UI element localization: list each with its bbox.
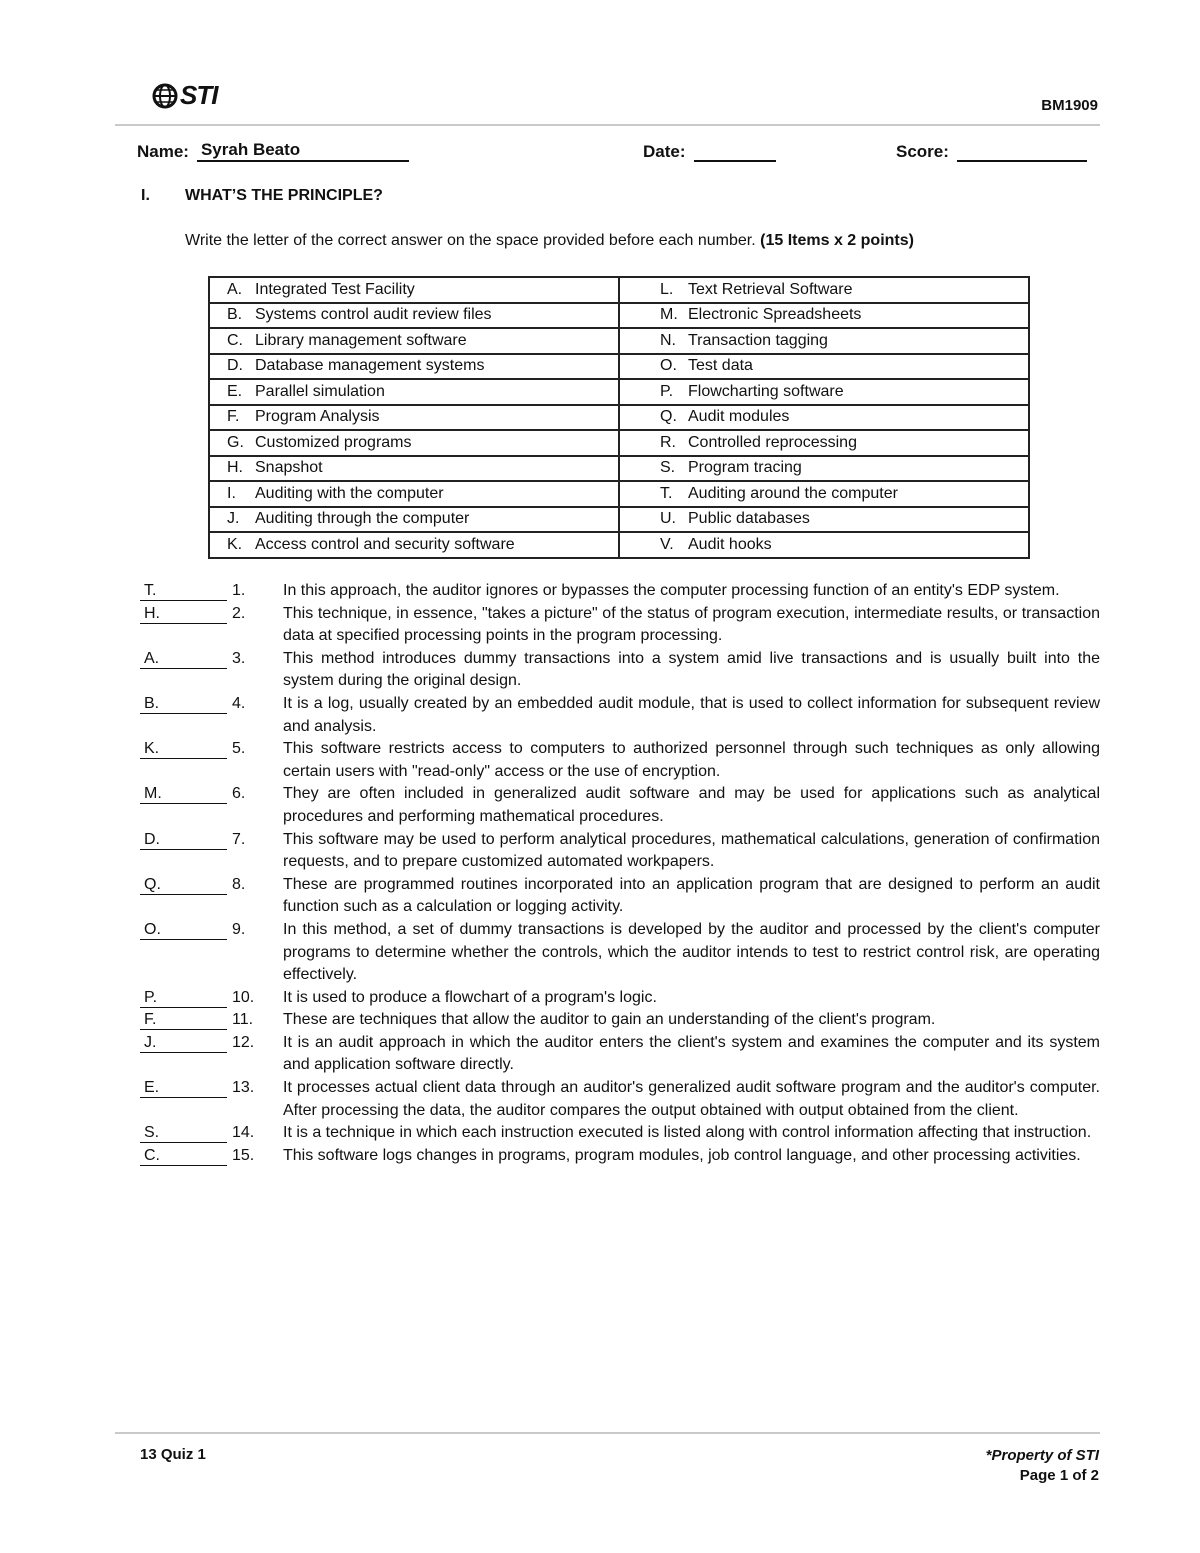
answer-blank[interactable]: S. [140,1122,227,1143]
choice-letter: L. [660,280,674,298]
question-number: 2. [232,604,246,622]
section-title: WHAT’S THE PRINCIPLE? [185,187,383,204]
choice-letter: I. [227,484,236,502]
choice-cell [619,379,1029,405]
choice-row [209,379,1029,405]
question-number: 6. [232,785,246,803]
globe-icon [152,83,178,109]
choice-cell [209,354,619,380]
choice-cell [619,328,1029,354]
choice-text: Parallel simulation [255,382,385,400]
choice-text: Program Analysis [255,408,380,426]
question-item [140,738,1100,783]
date-label: Date: [643,142,686,161]
instruction-text: Write the letter of the correct answer on the space provided before each number. [185,232,756,249]
choice-row [209,405,1029,431]
choice-cell [209,430,619,456]
answer-blank[interactable]: H. [140,603,227,624]
student-fields [0,140,1200,164]
choice-letter: E. [227,382,243,400]
choice-letter: H. [227,459,243,477]
question-item [140,603,1100,648]
choice-text: Access control and security software [255,535,515,553]
choice-text: Integrated Test Facility [255,280,415,298]
score-field [896,140,1087,162]
date-input[interactable] [694,140,776,162]
choice-row [209,303,1029,329]
choice-text: Text Retrieval Software [688,280,853,298]
answer-blank[interactable]: D. [140,829,227,850]
document-code: BM1909 [1041,97,1098,114]
choice-letter: G. [227,433,244,451]
choices-table [208,276,1030,559]
answer-blank[interactable]: B. [140,693,227,714]
choice-letter: F. [227,408,240,426]
question-number: 9. [232,920,246,938]
question-text: This technique, in essence, "takes a picture" of the status of program execution, intermediate results, or transaction data at specified processing points in the program processing. [283,604,1100,645]
question-number: 10. [232,988,255,1006]
choice-text: Test data [688,357,753,375]
choice-text: Auditing with the computer [255,484,444,502]
question-text: They are often included in generalized audit software and may be used for applications such as analytical procedures and performing mathematical procedures. [283,785,1100,825]
question-item [140,1077,1100,1122]
choice-cell [209,303,619,329]
choice-text: Public databases [688,510,810,528]
question-text: In this method, a set of dummy transactions is developed by the auditor and processed by the client's computer programs to determine whether the controls, which the auditor intends to test to restrict control risk, are operating effectively. [283,920,1100,984]
quiz-label: 13 Quiz 1 [140,1446,206,1463]
choice-text: Auditing through the computer [255,510,470,528]
question-text: These are programmed routines incorporated into an application program that are designed to perform an audit function such as a calculation or logging activity. [283,875,1100,916]
score-input[interactable] [957,140,1087,162]
choice-letter: O. [660,357,677,375]
page-number: Page 1 of 2 [1019,1467,1099,1484]
choice-text: Systems control audit review files [255,306,492,324]
question-text: This software restricts access to computers to authorized personnel through such techniques as only allowing certain users with "read-only" access or the use of encryption. [283,740,1100,780]
choice-letter: R. [660,433,676,451]
choice-letter: J. [227,510,240,528]
answer-blank[interactable]: M. [140,783,227,804]
answer-blank[interactable]: C. [140,1145,227,1166]
question-item [140,693,1100,738]
choice-text: Customized programs [255,433,412,451]
choice-letter: V. [660,535,674,553]
score-label: Score: [896,142,949,161]
question-item [140,648,1100,693]
question-text: It is an audit approach in which the auditor enters the client's system and examines the computer and its system and application software directly. [283,1033,1100,1074]
question-item [140,829,1100,874]
answer-blank[interactable]: E. [140,1077,227,1098]
section-number: I. [141,187,150,204]
choice-text: Auditing around the computer [688,484,898,502]
header-divider [115,124,1100,126]
question-text: It is a technique in which each instruction executed is listed along with control information affecting that instruction. [283,1124,1092,1142]
answer-blank[interactable]: A. [140,648,227,669]
question-item [140,783,1100,828]
section-heading [141,187,383,205]
choice-cell [619,354,1029,380]
choice-text: Snapshot [255,459,323,477]
choice-letter: T. [660,484,673,502]
answer-blank[interactable]: Q. [140,874,227,895]
question-text: In this approach, the auditor ignores or bypasses the computer processing function of an entity's EDP system. [283,582,1060,599]
question-number: 5. [232,740,246,758]
sti-logo [152,80,217,111]
choice-letter: N. [660,331,676,349]
choice-cell [619,303,1029,329]
choice-letter: K. [227,535,243,553]
choice-letter: D. [227,357,243,375]
question-text: This software logs changes in programs, program modules, job control language, and other processing activities. [283,1146,1081,1164]
choice-cell [619,456,1029,482]
question-number: 3. [232,649,246,667]
choice-text: Program tracing [688,459,802,477]
choice-cell [209,481,619,507]
question-item [140,1122,1100,1145]
choice-row [209,532,1029,558]
choice-cell [619,405,1029,431]
name-input[interactable]: Syrah Beato [197,140,409,162]
choice-text: Flowcharting software [688,382,844,400]
name-field [137,140,409,162]
answer-blank[interactable]: T. [140,580,227,601]
question-item [140,580,1100,603]
question-number: 13. [232,1079,255,1097]
footer-divider [115,1432,1100,1434]
answer-blank[interactable]: K. [140,738,227,759]
choice-row [209,430,1029,456]
choice-cell [209,532,619,558]
choice-letter: M. [660,306,678,324]
choice-text: Library management software [255,331,467,349]
choice-letter: Q. [660,408,677,426]
question-number: 4. [232,694,246,712]
question-item [140,1009,1100,1032]
choice-cell [209,328,619,354]
choice-cell [619,532,1029,558]
choice-cell [619,507,1029,533]
property-notice: *Property of STI [985,1447,1099,1464]
date-field [643,140,776,162]
question-number: 11. [232,1011,254,1029]
question-number: 7. [232,830,246,848]
logo-text: STI [180,80,218,110]
footer-info [986,1446,1099,1486]
name-label: Name: [137,142,189,161]
choice-text: Database management systems [255,357,485,375]
choice-letter: B. [227,306,243,324]
choice-cell [209,405,619,431]
answer-blank[interactable]: J. [140,1032,227,1053]
answer-blank[interactable]: O. [140,919,227,940]
question-item [140,1032,1100,1077]
choice-cell [209,277,619,303]
choice-cell [209,456,619,482]
answer-blank[interactable]: F. [140,1009,227,1030]
question-text: This method introduces dummy transactions into a system amid live transactions and is usually built into the system during the original design. [283,649,1100,690]
question-list [140,580,1100,1167]
choice-letter: A. [227,280,243,298]
question-item [140,874,1100,919]
points-text: (15 Items x 2 points) [760,232,914,249]
question-item [140,987,1100,1010]
choice-text: Electronic Spreadsheets [688,306,862,324]
choice-text: Transaction tagging [688,331,828,349]
choice-row [209,456,1029,482]
choice-letter: S. [660,459,676,477]
question-text: It is a log, usually created by an embedded audit module, that is used to collect information for subsequent review and analysis. [283,694,1100,735]
choice-cell [209,379,619,405]
question-text: These are techniques that allow the auditor to gain an understanding of the client's program. [283,1011,936,1029]
question-number: 15. [232,1146,255,1164]
question-number: 12. [232,1033,255,1051]
question-number: 1. [232,582,246,599]
question-text: It processes actual client data through an auditor's generalized audit software program and the auditor's computer. After processing the data, the auditor compares the output obtained with output obtained from the client. [283,1079,1100,1119]
choice-cell [209,507,619,533]
choice-cell [619,277,1029,303]
choice-row [209,328,1029,354]
answer-blank[interactable]: P. [140,987,227,1008]
question-text: It is used to produce a flowchart of a program's logic. [283,988,657,1006]
choice-cell [619,481,1029,507]
instructions [185,232,914,250]
choice-text: Controlled reprocessing [688,433,857,451]
choice-row [209,481,1029,507]
question-number: 14. [232,1124,255,1142]
choice-text: Audit hooks [688,535,772,553]
choice-letter: U. [660,510,676,528]
choice-row [209,277,1029,303]
choice-row [209,507,1029,533]
question-text: This software may be used to perform analytical procedures, mathematical calculations, generation of confirmation requests, and to prepare customized automated workpapers. [283,830,1100,871]
choice-letter: C. [227,331,243,349]
choice-row [209,354,1029,380]
choice-letter: P. [660,382,674,400]
choice-cell [619,430,1029,456]
question-item [140,1145,1100,1168]
choice-text: Audit modules [688,408,790,426]
question-item [140,919,1100,987]
question-number: 8. [232,875,246,893]
